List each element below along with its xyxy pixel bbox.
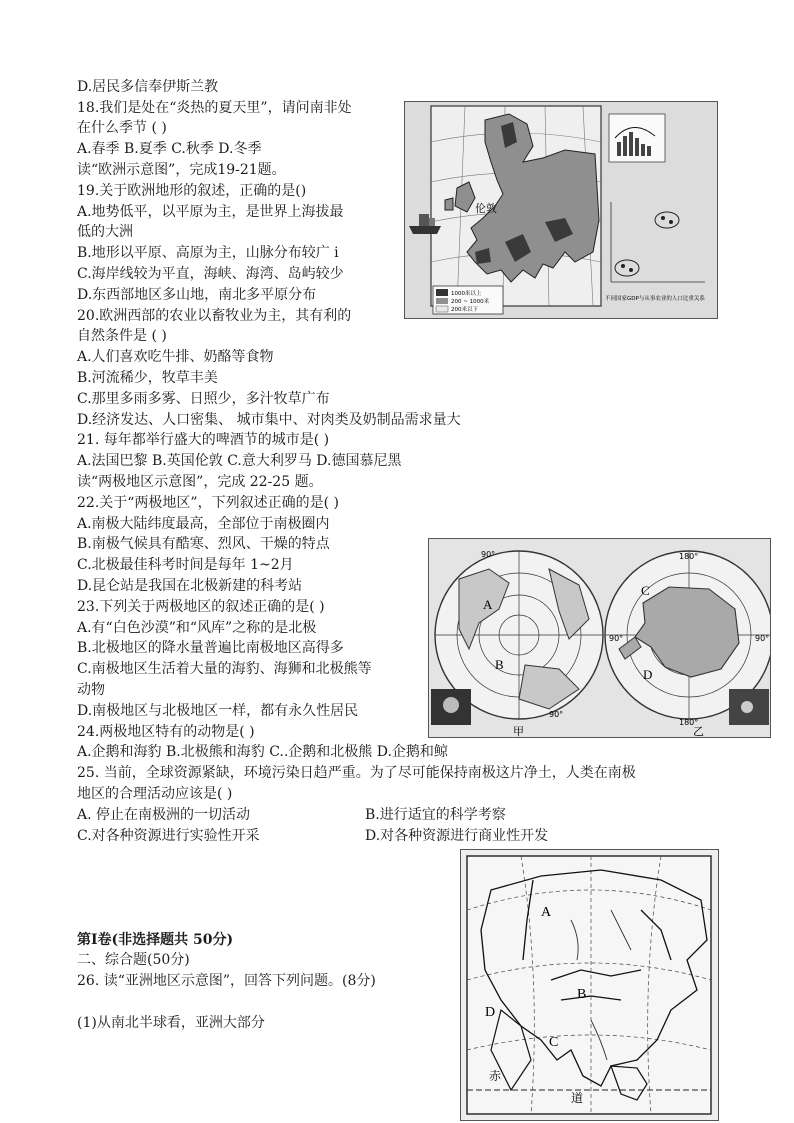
scatter-caption: 不同国家GDP与从事农业的人口比重关系 — [605, 296, 705, 302]
text-line: 地区的合理活动应该是( ) — [77, 786, 233, 802]
text-line: C.那里多雨多雾、日照少，多汁牧草广布 — [77, 391, 330, 407]
options-24: A.企鹅和海豹 B.北极熊和海豹 C..企鹅和北极熊 D.企鹅和鲸 — [77, 744, 448, 760]
option-25a: A. 停止在南极洲的一切活动 — [77, 807, 251, 823]
question-23: 23.下列关于两极地区的叙述正确的是( ) — [77, 599, 325, 615]
section-intro: 读“欧洲示意图”，完成19-21题。 — [77, 162, 286, 178]
degree-label: 90° — [609, 634, 624, 643]
text-line: (1)从南北半球看，亚洲大部分 — [77, 1015, 265, 1031]
polar-regions-map — [428, 538, 771, 738]
degree-label: 180° — [679, 718, 699, 727]
question-24: 24.两极地区特有的动物是( ) — [77, 724, 255, 740]
europe-legend — [433, 286, 503, 314]
degree-label: 90° — [755, 634, 770, 643]
text-line: D.经济发达、人口密集、 城市集中、对肉类及奶制品需求量大 — [77, 412, 461, 428]
options-21: A.法国巴黎 B.英国伦敦 C.意大利罗马 D.德国慕尼黑 — [77, 453, 402, 469]
text-line: B.地形以平原、高原为主，山脉分布较广 i — [77, 245, 339, 261]
option-25d: D.对各种资源进行商业性开发 — [365, 828, 549, 844]
equator-label: 道 — [571, 1091, 584, 1105]
question-22: 22.关于“两极地区”，下列叙述正确的是( ) — [77, 495, 339, 511]
equator-label: 赤 — [489, 1069, 502, 1083]
point-label: C — [641, 583, 650, 598]
point-label: B — [495, 657, 504, 672]
text-line: B.南极气候具有酷寒、烈风、干燥的特点 — [77, 536, 330, 552]
option-25b: B.进行适宜的科学考察 — [365, 807, 506, 823]
text-line: B.北极地区的降水量普遍比南极地区高得多 — [77, 640, 344, 656]
section-intro: 读“两极地区示意图”，完成 22-25 题。 — [77, 474, 323, 490]
text-line: 在什么季节 ( ) — [77, 120, 167, 136]
london-label: 伦敦 — [475, 202, 497, 215]
text-line: C.南极地区生活着大量的海豹、海狮和北极熊等 — [77, 661, 372, 677]
text-line: B.河流稀少，牧草丰美 — [77, 370, 218, 386]
point-label: D — [485, 1005, 496, 1020]
point-label: B — [577, 987, 587, 1002]
text-line: C.海岸线较为平直，海峡、海湾、岛屿较少 — [77, 266, 344, 282]
option-25c: C.对各种资源进行实验性开采 — [77, 828, 260, 844]
point-label: A — [541, 905, 552, 920]
text-line: A.人们喜欢吃牛排、奶酪等食物 — [77, 349, 274, 365]
text-line: A.地势低平，以平原为主，是世界上海拔最 — [77, 204, 344, 220]
map-caption: 乙 — [693, 725, 704, 737]
point-label: C — [549, 1035, 559, 1050]
climate-chart-icon — [609, 114, 665, 162]
europe-map-graphic — [405, 102, 717, 318]
degree-label: 90° — [481, 550, 496, 559]
question-20: 20.欧洲西部的农业以畜牧业为主，其有利的 — [77, 308, 352, 324]
text-line: A.南极大陆纬度最高，全部位于南极圈内 — [77, 516, 330, 532]
question-19: 19.关于欧洲地形的叙述，正确的是() — [77, 183, 307, 199]
question-26: 26. 读“亚洲地区示意图”，回答下列问题。(8分) — [77, 973, 376, 989]
text-line: D.昆仑站是我国在北极新建的科考站 — [77, 578, 303, 594]
section-heading: 第Ⅰ卷(非选择题共 50分) — [77, 932, 234, 948]
text-line: 动物 — [77, 682, 105, 698]
section-subheading: 二、综合题(50分) — [77, 952, 190, 968]
text-line: 自然条件是 ( ) — [77, 328, 167, 344]
asia-map-graphic — [461, 850, 718, 1120]
options-18: A.春季 B.夏季 C.秋季 D.冬季 — [77, 141, 262, 157]
question-21: 21. 每年都举行盛大的啤酒节的城市是( ) — [77, 432, 330, 448]
polar-map-graphic — [429, 539, 770, 737]
text-line: A.有“白色沙漠”和“风库”之称的是北极 — [77, 620, 317, 636]
legend-item: 1000米以上 — [451, 291, 482, 297]
europe-map — [404, 101, 718, 319]
text-line: D.东西部地区多山地，南北多平原分布 — [77, 287, 317, 303]
point-label: A — [483, 597, 493, 612]
question-25: 25. 当前，全球资源紧缺，环境污染日趋严重。为了尽可能保持南极这片净土，人类在南极 — [77, 765, 636, 781]
text-line: D.南极地区与北极地区一样，都有永久性居民 — [77, 703, 359, 719]
text-line: C.北极最佳科考时间是每年 1~2月 — [77, 557, 294, 573]
asia-map — [460, 849, 719, 1121]
degree-label: 180° — [679, 552, 699, 561]
text-line: 低的大洲 — [77, 224, 133, 240]
text-line: D.居民多信奉伊斯兰教 — [77, 79, 219, 95]
degree-label: 90° — [549, 710, 564, 719]
legend-item: 200 ~ 1000米 — [451, 299, 490, 305]
map-caption: 甲 — [513, 725, 524, 737]
question-18: 18.我们是处在“炎热的夏天里”，请问南非处 — [77, 100, 352, 116]
point-label: D — [643, 667, 653, 682]
legend-item: 200米以下 — [451, 307, 478, 313]
